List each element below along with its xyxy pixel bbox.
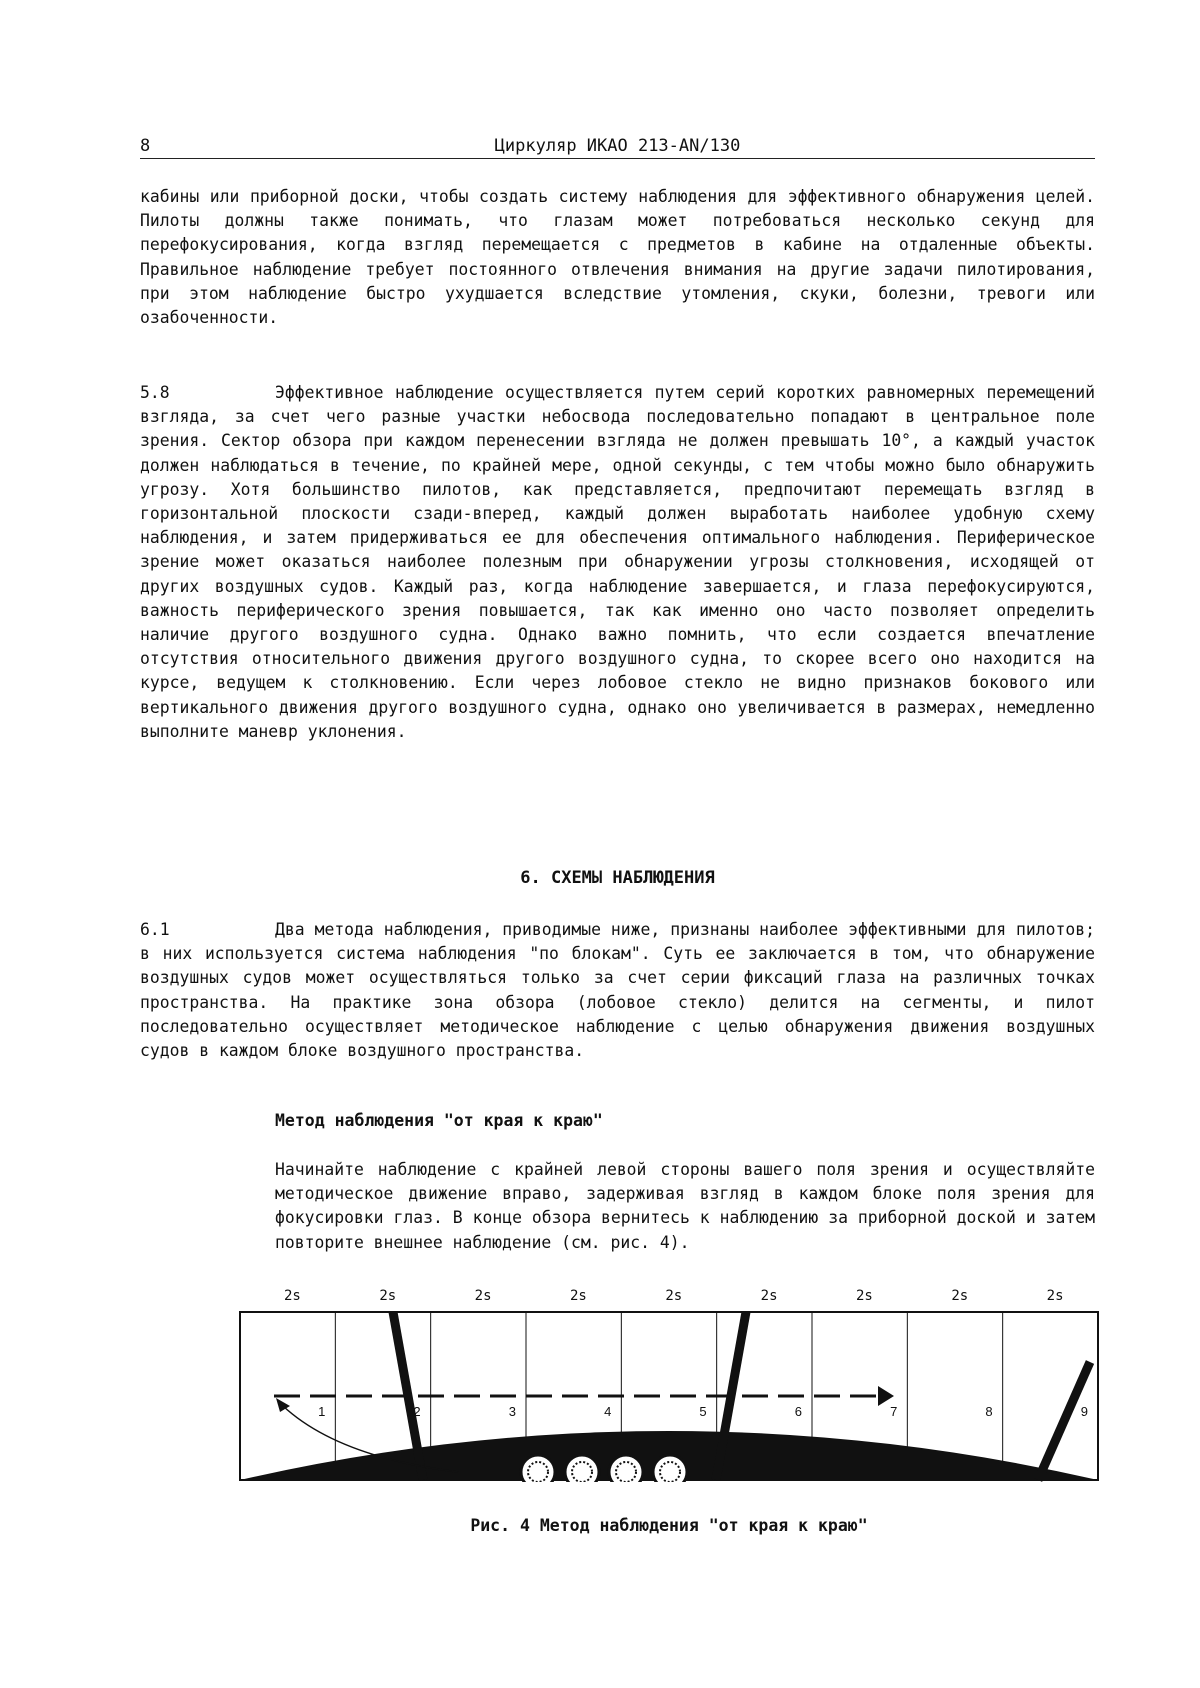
- block-number: 7: [890, 1404, 898, 1419]
- block-numbers: [318, 1404, 1088, 1419]
- gauge: [653, 1455, 687, 1482]
- section-number-5-8: 5.8: [140, 383, 170, 402]
- figure-caption: Рис. 4 Метод наблюдения "от края к краю": [470, 1516, 868, 1535]
- block-number: 1: [318, 1404, 326, 1419]
- scan-pattern-figure: [238, 1282, 1100, 1482]
- block-number: 6: [794, 1404, 802, 1419]
- paragraph-5-8-text: Эффективное наблюдение осуществляется путем серий коротких равномерных перемещений взгляда, за счет чего разные участки небосвода последовательно попадают в центральное поле зрения. Сектор обзора при каждом перенесении взгляда не должен превышать 10°, а каждый участок должен наблюдаться в течение, по крайней мере, одной секунды, с тем чтобы можно было обнаружить угрозу. Хотя большинство пилотов, как представляется, предпочитают перемещать взгляд в горизонтальной плоскости сзади-вперед, каждый должен выработать наиболее удобную схему наблюдения, и затем придерживаться ее для обеспечения оптимального наблюдения. Периферическое зрение может оказаться наиболее полезным при обнаружении угрозы столкновения, исходящей от других воздушных судов. Каждый раз, когда наблюдение завершается, и глаза перефокусируются, важность периферического зрения повышается, так как именно оно часто позволяет определить наличие другого воздушного судна. Однако важно помнить, что если создается впечатление отсутствия относительного движения другого воздушного судна, то скорее всего оно находится на курсе, ведущем к столкновению. Если через лобовое стекло не видно признаков бокового или вертикального движения другого воздушного судна, однако оно увеличивается в размерах, немедленно выполните маневр уклонения.: [140, 383, 1095, 741]
- time-label: 2s: [284, 1288, 301, 1304]
- time-labels: [284, 1288, 1064, 1304]
- section-heading-6: 6. СХЕМЫ НАБЛЮДЕНИЯ: [520, 868, 715, 888]
- page-number: 8: [140, 136, 151, 156]
- method-description: Начинайте наблюдение с крайней левой стороны вашего поля зрения и осуществляйте методическое движение вправо, задерживая взгляд в каждом блоке поля зрения для фокусировки глаз. В конце обзора вернитесь к наблюдению за приборной доской и затем повторите внешнее наблюдение (см. рис. 4).: [275, 1160, 1095, 1252]
- document-title: Циркуляр ИКАО 213-AN/130: [494, 136, 741, 156]
- block-number: 2: [413, 1404, 421, 1419]
- time-label: 2s: [951, 1288, 969, 1304]
- paragraph-6-1: [140, 918, 1095, 1063]
- time-label: 2s: [474, 1288, 492, 1304]
- block-number: 8: [985, 1404, 993, 1419]
- paragraph-continuation: кабины или приборной доски, чтобы создать систему наблюдения для эффективного обнаружения целей. Пилоты должны также понимать, что глазам может потребоваться несколько секунд для перефокусирования, когда взгляд перемещается с предметов в кабине на отдаленные объекты. Правильное наблюдение требует постоянного отвлечения внимания на другие задачи пилотирования, при этом наблюдение быстро ухудшается вследствие утомления, скуки, болезни, тревоги или озабоченности.: [140, 187, 1095, 328]
- time-label: 2s: [856, 1288, 873, 1304]
- block-number: 3: [508, 1404, 516, 1419]
- page-header: [140, 136, 1095, 159]
- time-label: 2s: [379, 1288, 397, 1304]
- scan-arrowhead: [878, 1386, 894, 1406]
- block-number: 4: [604, 1404, 612, 1419]
- block-number: 5: [699, 1404, 707, 1419]
- time-label: 2s: [570, 1288, 587, 1304]
- block-number: 9: [1080, 1404, 1088, 1419]
- right-window-strut: [1038, 1362, 1090, 1480]
- section-number-6-1: 6.1: [140, 920, 170, 939]
- method-subheading: Метод наблюдения "от края к краю": [275, 1111, 603, 1130]
- gauge: [609, 1455, 643, 1482]
- gauge: [565, 1455, 599, 1482]
- time-label: 2s: [665, 1288, 683, 1304]
- time-label: 2s: [1046, 1288, 1064, 1304]
- windshield-diagram: [240, 1312, 1098, 1482]
- time-label: 2s: [760, 1288, 778, 1304]
- gauge: [521, 1455, 555, 1482]
- paragraph-5-8: [140, 381, 1095, 744]
- paragraph-6-1-text: Два метода наблюдения, приводимые ниже, признаны наиболее эффективными для пилотов; в них используется система наблюдения "по блокам". Суть ее заключается в том, что обнаружение воздушных судов может осуществляться только за счет серии фиксаций глаза на различных точках пространства. На практике зона обзора (лобовое стекло) делится на сегменты, и пилот последовательно осуществляет методическое наблюдение с целью обнаружения движения воздушных судов в каждом блоке воздушного пространства.: [140, 920, 1095, 1061]
